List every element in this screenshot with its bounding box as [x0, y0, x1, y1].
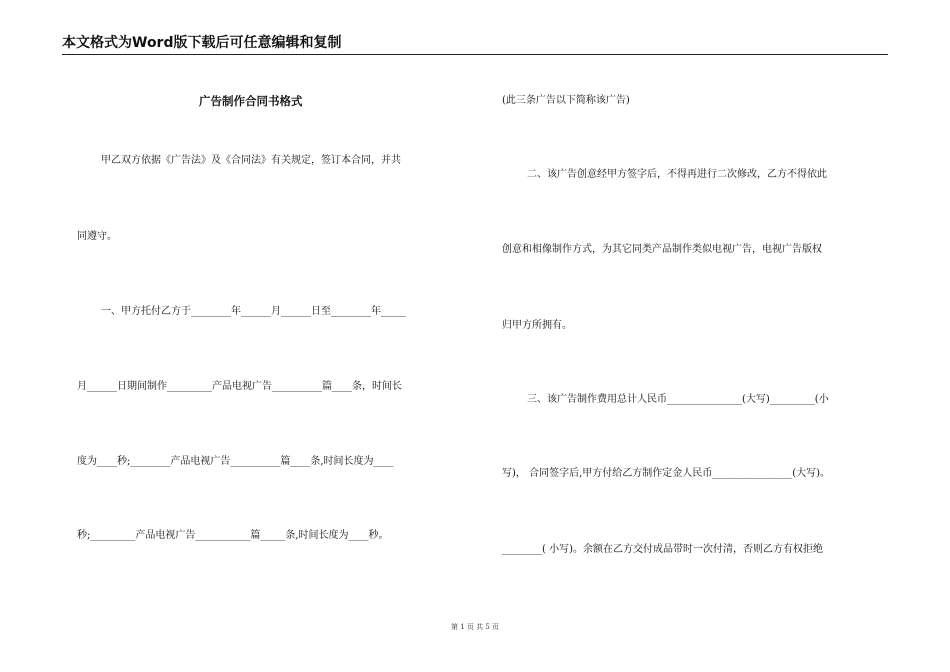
document-title: 广告制作合同书格式 [199, 94, 303, 108]
paragraph-line: 月______日期间制作_________产品电视广告__________篇____条，时间长 [77, 381, 402, 392]
paragraph-line: 写)， 合同签字后,甲方付给乙方制作定金人民币________________(大写)。 [502, 468, 831, 479]
paragraph-line: (此三条广告以下简称该广告) [502, 95, 630, 106]
paragraph-line: 度为____秒;________产品电视广告__________篇____条,时间长度为____ [77, 456, 394, 467]
paragraph-line: 同遵守。 [77, 231, 117, 242]
page-footer: 第 1 页 共 5 页 [450, 623, 500, 631]
paragraph-line: 归甲方所拥有。 [502, 320, 572, 331]
paragraph-line: 三、该广告制作费用总计人民币_______________(大写)_________(小 [527, 394, 829, 405]
header-text: 本文格式为Word版下载后可任意编辑和复制 [62, 35, 342, 51]
page-header [62, 34, 888, 55]
paragraph-line: ________( 小写)。余额在乙方交付成品带时一次付清，否则乙方有权拒绝 [502, 544, 823, 555]
paragraph-line: 秒;_________产品电视广告___________篇_____条,时间长度为____秒。 [77, 530, 389, 541]
paragraph-line: 甲乙双方依据《广告法》及《合同法》有关规定，签订本合同，并共 [101, 155, 401, 166]
paragraph-line: 二、该广告创意经甲方签字后，不得再进行二次修改，乙方不得依此 [527, 169, 827, 180]
paragraph-line: 创意和相像制作方式，为其它同类产品制作类似电视广告，电视广告版权 [502, 244, 822, 255]
paragraph-line: 一、甲方托付乙方于________年______月______日至________年_____ [101, 306, 406, 317]
